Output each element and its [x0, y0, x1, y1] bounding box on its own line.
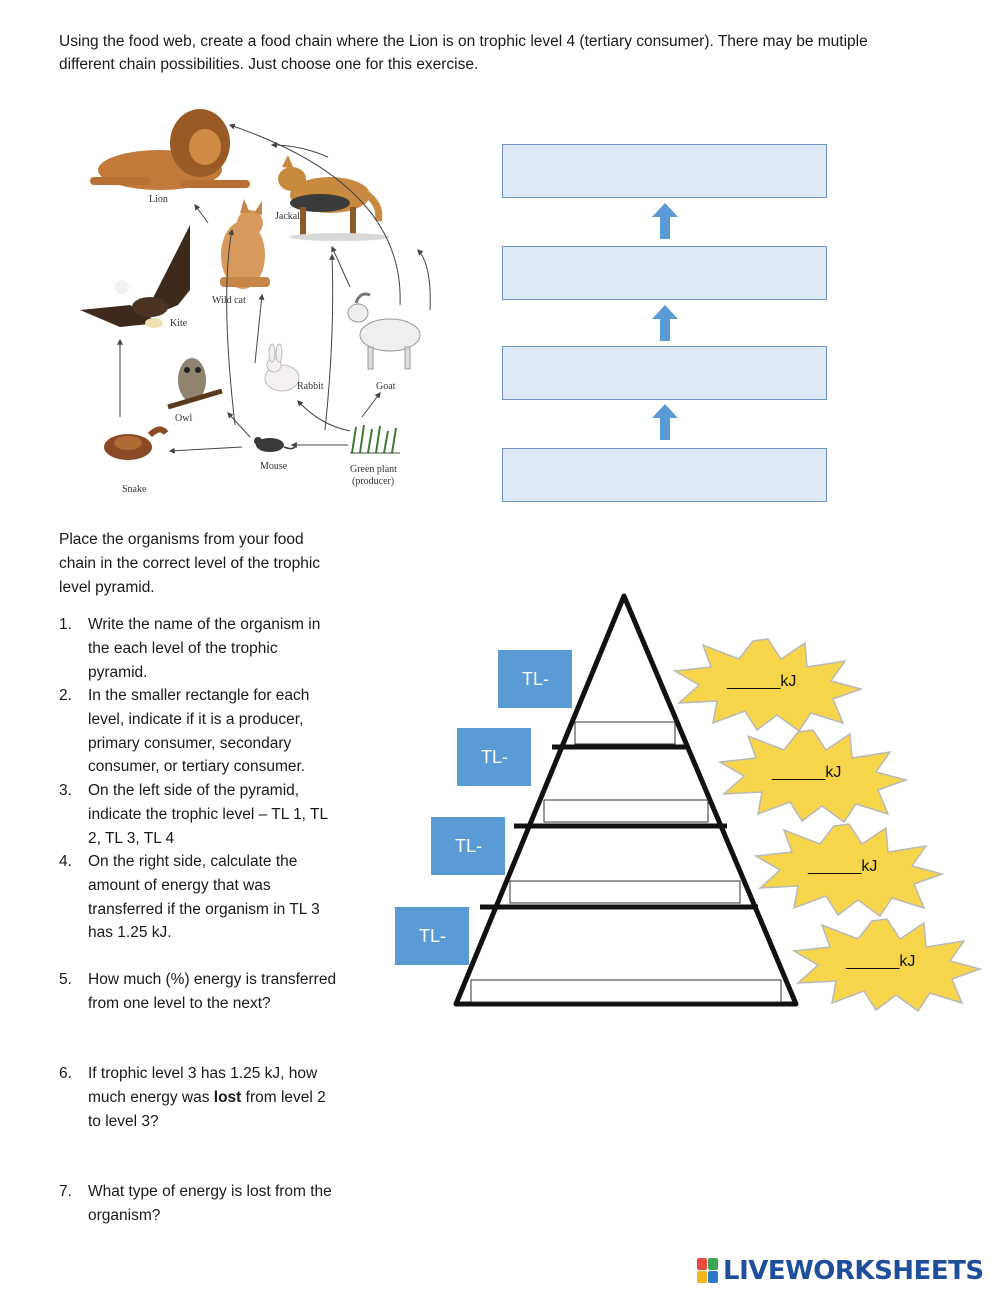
question-number: 5. [59, 971, 72, 988]
question-line: indicate the trophic level – TL 1, TL [88, 805, 329, 823]
question-line: level, indicate if it is a producer, [88, 710, 304, 728]
place-line-2: chain in the correct level of the trophic [59, 555, 321, 572]
emphasis-lost: lost [213, 1088, 242, 1106]
energy-burst-level-1[interactable] [792, 917, 982, 1012]
question-text: from level 2 [241, 1088, 326, 1106]
green-plant-illustration [350, 425, 400, 453]
logo-text: LIVEWORKSHEETS [723, 1256, 984, 1286]
question-line: consumer, or tertiary consumer. [88, 758, 306, 776]
plant-label-line-1: Green plant [350, 464, 397, 475]
snake-illustration [104, 429, 166, 460]
rabbit-illustration [265, 344, 299, 391]
question-number: 2. [59, 687, 72, 704]
tl-input-level-1[interactable]: TL- [395, 907, 469, 965]
food-chain-box-tl3[interactable] [502, 246, 827, 300]
question-number: 3. [59, 782, 72, 799]
question-text: much energy was [88, 1088, 214, 1106]
intro-line-1: Using the food web, create a food chain where the Lion is on trophic level 4 (tertiary consumer). There may be mutiple [59, 33, 868, 50]
wild-cat-label: Wild cat [212, 295, 246, 306]
energy-burst-level-4[interactable] [673, 637, 863, 732]
question-line: amount of energy that was [88, 876, 271, 894]
jackal-label: Jackal [275, 211, 300, 222]
food-web-svg [60, 95, 450, 515]
owl-illustration [168, 358, 222, 407]
question-line: In the smaller rectangle for each [88, 687, 310, 704]
question-line: On the right side, calculate the [88, 853, 298, 870]
question-line: to level 3? [88, 1112, 159, 1130]
up-arrow-icon [652, 305, 678, 341]
tl-input-level-3[interactable]: TL- [457, 728, 531, 786]
consumer-type-box-tl1[interactable] [471, 980, 781, 1002]
question-number: 6. [59, 1065, 72, 1082]
tl-input-level-4[interactable]: TL- [498, 650, 572, 708]
question-line: organism? [88, 1206, 161, 1224]
question-line: the each level of the trophic [88, 639, 278, 657]
question-line: transferred if the organism in TL 3 [88, 900, 320, 918]
energy-label: ______kJ [772, 764, 842, 781]
consumer-type-box-tl2[interactable] [510, 881, 740, 903]
place-line-3: level pyramid. [59, 579, 155, 596]
food-chain-box-tl1[interactable] [502, 448, 827, 502]
energy-label: ______kJ [727, 673, 797, 690]
question-line [88, 1086, 354, 1110]
snake-label: Snake [122, 484, 147, 495]
question-line: primary consumer, secondary [88, 734, 292, 752]
question-number: 4. [59, 853, 72, 870]
logo-mark-icon [697, 1258, 719, 1284]
question-line: How much (%) energy is transferred [88, 971, 337, 988]
lion-label: Lion [149, 194, 168, 205]
instructions-intro [59, 30, 939, 76]
question-number: 7. [59, 1183, 72, 1200]
kite-label: Kite [170, 318, 188, 329]
question-line: What type of energy is lost from the [88, 1183, 332, 1200]
energy-burst-level-3[interactable] [718, 728, 908, 823]
mouse-illustration [254, 437, 296, 452]
mouse-label: Mouse [260, 461, 288, 472]
energy-label: ______kJ [808, 858, 878, 875]
up-arrow-icon [652, 203, 678, 239]
question-line: Write the name of the organism in [88, 616, 321, 633]
plant-label-line-2: (producer) [352, 476, 395, 487]
question-number: 1. [59, 616, 72, 633]
food-chain-box-tl4[interactable] [502, 144, 827, 198]
pyramid-instructions [59, 528, 349, 600]
tl-input-level-2[interactable]: TL- [431, 817, 505, 875]
question-line: If trophic level 3 has 1.25 kJ, how [88, 1065, 318, 1082]
kite-illustration [80, 225, 190, 328]
liveworksheets-logo [697, 1253, 984, 1289]
up-arrow-icon [652, 404, 678, 440]
energy-label: ______kJ [846, 953, 916, 970]
jackal-illustration [278, 155, 390, 241]
question-line: from one level to the next? [88, 994, 271, 1012]
rabbit-label: Rabbit [297, 381, 324, 392]
intro-line-2: different chain possibilities. Just choose one for this exercise. [59, 56, 479, 73]
goat-illustration [348, 294, 420, 369]
consumer-type-box-tl4[interactable] [575, 722, 675, 744]
goat-label: Goat [376, 381, 396, 392]
question-line: pyramid. [88, 663, 148, 681]
owl-label: Owl [175, 413, 193, 424]
lion-illustration [90, 109, 250, 190]
question-line: has 1.25 kJ. [88, 924, 172, 942]
food-web-diagram [60, 95, 450, 515]
food-chain-box-tl2[interactable] [502, 346, 827, 400]
consumer-type-box-tl3[interactable] [544, 800, 708, 822]
question-line: On the left side of the pyramid, [88, 782, 300, 799]
energy-burst-level-2[interactable] [754, 822, 944, 917]
place-line-1: Place the organisms from your food [59, 531, 304, 548]
question-line: 2, TL 3, TL 4 [88, 829, 175, 847]
